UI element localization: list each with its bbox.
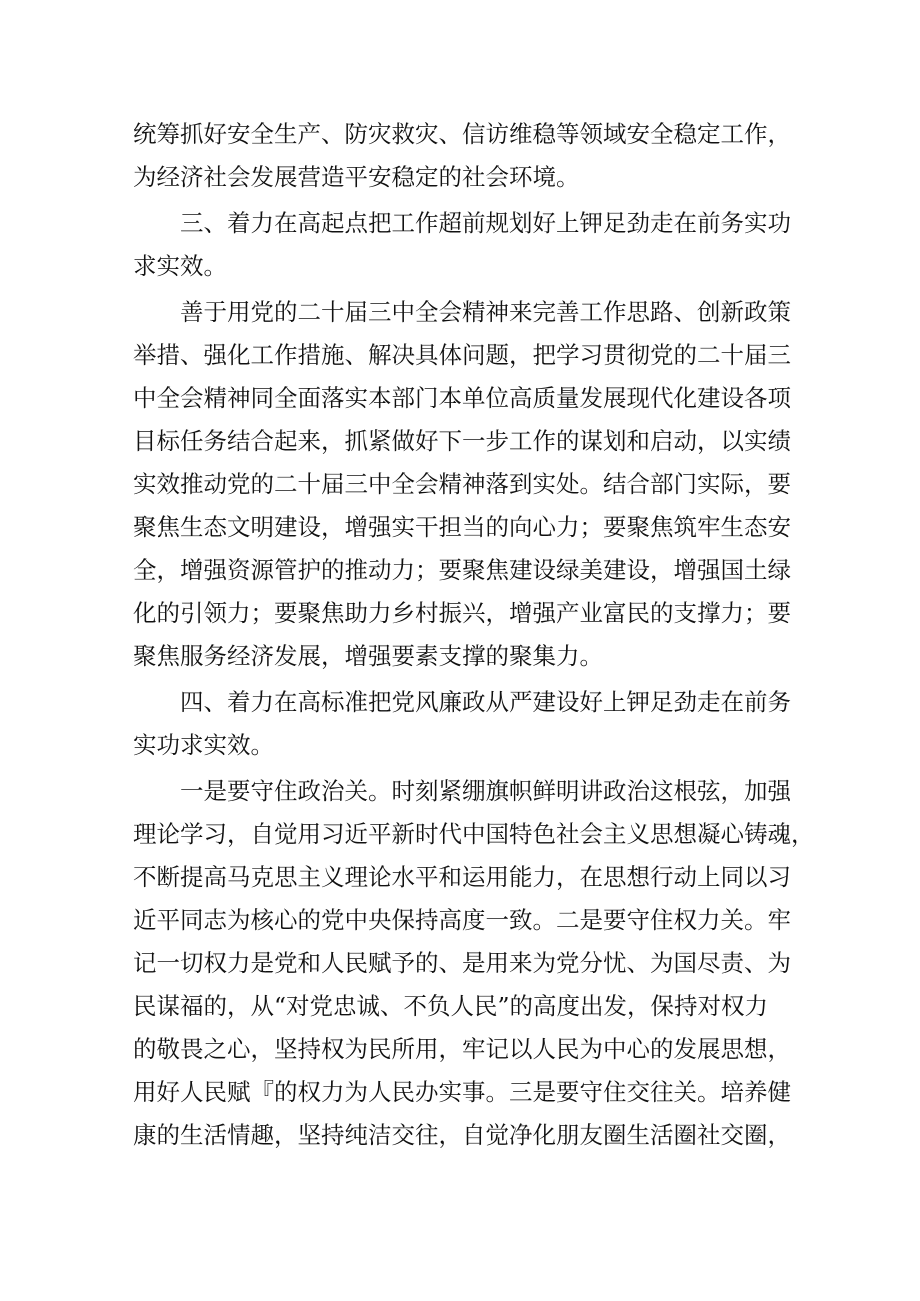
text-line: 一是要守住政治关。时刻紧绷旗帜鲜明讲政治这根弦，加强: [180, 777, 791, 805]
text-line: 的敬畏之心，坚持权为民所用，牢记以人民为中心的发展思想，: [133, 1035, 791, 1063]
text-line: 不断提高马克思主义理论水平和运用能力，在思想行动上同以习: [133, 863, 791, 891]
text-line: 聚焦服务经济发展，增强要素支撑的聚集力。: [133, 642, 603, 670]
paragraph-body: [133, 770, 815, 1157]
paragraph-body: [133, 291, 793, 678]
text-line: 聚焦生态文明建设，增强实干担当的向心力；要聚焦筑牢生态安: [133, 513, 791, 541]
document-body: [133, 113, 815, 1157]
text-line: 民谋福的，从“对党忠诚、不负人民”的高度出发，保持对权力: [133, 992, 769, 1020]
text-line: 统筹抓好安全生产、防灾救灾、信访维稳等领域安全稳定工作，: [133, 120, 791, 148]
text-line: 求实效。: [133, 252, 227, 280]
text-line: 康的生活情趣，坚持纯洁交往，自觉净化朋友圈生活圈社交圈，: [133, 1121, 791, 1149]
text-line: 三、着力在高起点把工作超前规划好上钾足劲走在前务实功: [180, 209, 791, 237]
text-line: 为经济社会发展营造平安稳定的社会环境。: [133, 163, 580, 191]
text-line: 记一切权力是党和人民赋予的、是用来为党分忧、为国尽责、为: [133, 949, 791, 977]
text-line: 善于用党的二十届三中全会精神来完善工作思路、创新政策: [180, 298, 791, 326]
text-line: 化的引领力；要聚焦助力乡村振兴，增强产业富民的支撑力；要: [133, 599, 791, 627]
section-heading-four: [133, 681, 793, 767]
text-line: 全，增强资源管护的推动力；要聚焦建设绿美建设，增强国土绿: [133, 556, 791, 584]
section-heading-three: [133, 202, 793, 288]
text-line: 实效推动党的二十届三中全会精神落到实处。结合部门实际，要: [133, 470, 791, 498]
text-line: 用好人民赋『的权力为人民办实事。三是要守住交往关。培养健: [133, 1078, 791, 1106]
text-line: 四、着力在高标准把党风廉政从严建设好上钾足劲走在前务: [180, 688, 791, 716]
text-line: 目标任务结合起来，抓紧做好下一步工作的谋划和启动，以实绩: [133, 427, 791, 455]
paragraph-continuation: [133, 113, 793, 199]
text-line: 实功求实效。: [133, 731, 274, 759]
text-line: 举措、强化工作措施、解决具体问题，把学习贯彻党的二十届三: [133, 341, 791, 369]
text-line: 中全会精神同全面落实本部门本单位高质量发展现代化建设各项: [133, 384, 791, 412]
text-line: 近平同志为核心的党中央保持高度一致。二是要守住权力关。牢: [133, 906, 791, 934]
text-line: 理论学习，自觉用习近平新时代中国特色社会主义思想凝心铸魂，: [133, 820, 815, 848]
